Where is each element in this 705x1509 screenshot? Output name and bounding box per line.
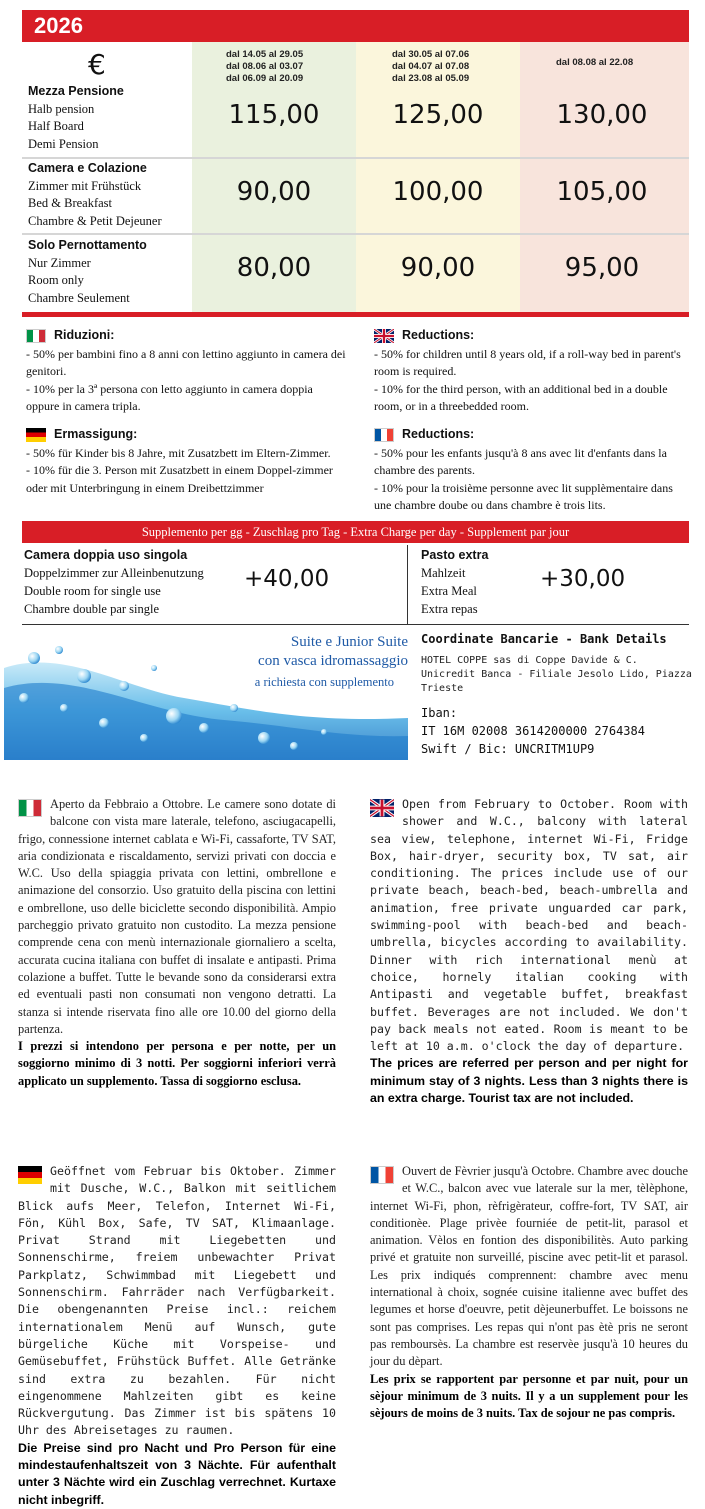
reductions-it xyxy=(26,327,346,416)
season-date: dal 23.08 al 05.09 xyxy=(392,73,470,84)
suite-subtitle: con vasca idromassaggio xyxy=(258,653,408,669)
year-label: 2026 xyxy=(34,13,83,38)
row-title: Solo Pernottamento xyxy=(28,238,147,252)
season-date: dal 14.05 al 29.05 xyxy=(226,49,304,60)
description-terms: The prices are referred per person and per night for minimum stay of 3 nights. Less than 3 nights there is an extra charge. Tourist tax are not included. xyxy=(370,1056,688,1106)
row-divider xyxy=(22,157,689,159)
season-date: dal 06.09 al 20.09 xyxy=(226,73,304,84)
suite-title: Suite e Junior Suite xyxy=(290,634,408,650)
row-line: Half Board xyxy=(28,119,84,133)
iban-label: Iban: xyxy=(421,706,458,720)
supplement-line: Extra repas xyxy=(421,602,478,616)
row-line: Halb pension xyxy=(28,101,95,116)
description-it xyxy=(18,796,336,1090)
price-table xyxy=(22,42,689,314)
price-cell: 90,00 xyxy=(236,177,312,207)
season-date: dal 08.06 al 03.07 xyxy=(226,61,304,72)
suite-note: a richiesta con supplemento xyxy=(254,675,394,689)
description-terms: Les prix se rapportent par personne et par nuit, pour un sèjour minimum de 3 nuits. Il y a un supplement pour les sèjours de moins de 3 nuits. Tax de sojour ne pas compris. xyxy=(370,1371,688,1421)
price-cell: 100,00 xyxy=(392,177,484,207)
reductions-fr xyxy=(374,426,690,515)
france-flag-icon xyxy=(370,1166,394,1184)
supplement-banner: Supplemento per gg - Zuschlag pro Tag - Extra Charge per day - Supplement par jour xyxy=(22,521,689,543)
iban-value: IT 16M 02008 3614200000 2764384 xyxy=(421,724,645,738)
table-bottom-rule xyxy=(22,312,689,317)
supplement-line: Doppelzimmer zur Alleinbenutzung xyxy=(24,566,204,580)
row-line: Nur Zimmer xyxy=(28,255,91,270)
reduction-line: - 50% for children until 8 years old, if a roll-way bed in parent's room is required. xyxy=(374,346,681,378)
row-line: Bed & Breakfast xyxy=(28,196,113,210)
price-cell: 90,00 xyxy=(400,253,476,283)
row-title: Mezza Pensione xyxy=(28,84,124,98)
swift-value: Swift / Bic: UNCRITM1UP9 xyxy=(421,742,595,756)
year-banner xyxy=(22,10,689,42)
reduction-line: - 50% für Kinder bis 8 Jahre, mit Zusatzbett im Eltern-Zimmer. xyxy=(26,445,331,460)
reduction-line: - 10% für die 3. Person mit Zusatzbett in einem Doppel-zimmer oder mit Unterbringung in einem Dreibettzimmer xyxy=(26,463,333,495)
italy-flag-icon xyxy=(26,329,46,343)
price-cell: 105,00 xyxy=(556,177,648,207)
bank-title: Coordinate Bancarie - Bank Details xyxy=(421,632,667,646)
description-terms: I prezzi si intendono per persona e per notte, per un soggiorno minimo di 3 notti. Per soggiorni inferiori verrà applicato un supplemento. Tassa di soggiorno esclusa. xyxy=(18,1039,336,1088)
description-text: Open from February to October. Room with shower and W.C., balcony with lateral sea view, telephone, internet Wi-Fi, Fridge Box, hair-dryer, security box, TV sat, air conditioning. The prices include use of our private beach, beach-bed, beach-umbrella and animation, free private unguarded car park, swimming-pool with beach-bed and beach-umbrella, bicycles according to availability. Dinner with rich international menù at choice, hornely italian cooking with Antipasti and vegetable buffet, breakfast buffet. Beverages are not included. We don't pay back meals not eated. Room is meant to be left at 10 a.m. o'clock the day of departure. xyxy=(370,797,688,1054)
price-cell: 125,00 xyxy=(392,100,484,130)
row-label-half-board xyxy=(28,83,124,153)
bank-details xyxy=(421,628,701,758)
description-fr xyxy=(370,1163,688,1422)
italy-flag-icon xyxy=(18,799,42,817)
season-date: dal 08.08 al 22.08 xyxy=(556,57,634,68)
row-label-room-only xyxy=(28,237,147,307)
supplement-line: Chambre double par single xyxy=(24,602,160,616)
germany-flag-icon xyxy=(26,428,46,442)
description-text: Geöffnet vom Februar bis Oktober. Zimmer mit Dusche, W.C., Balkon mit seitlichem Blick aufs Meer, Telefon, Internet Wi-Fi, Fön, Kühl Box, Safe, TV SAT, Klimaanlage. Privat Strand mit Liegebetten und Sonnenschirme, freiem unbewachter Privat Parkplatz, Schwimmbad mit Liegebett und Sonnenschirm. Fahrräder nach Verfügbarkeit. Die obengenannten Preise incl.: reichem internationalem Menü auf Wunsch, gute bürgeliche Küche mit Vorspeise- und Gemüsebuffet, Frühstück Buffet. Alle Getränke sind extra zu bezahlen. Für nicht eingenommene Mahlzeiten gibt es keine Rückvergutung. Das Zimmer ist bis spätens 10 Uhr des Abreisetages zu raumen. xyxy=(18,1164,336,1438)
row-line: Zimmer mit Frühstück xyxy=(28,178,142,193)
price-cell: 130,00 xyxy=(556,100,648,130)
price-cell: 95,00 xyxy=(564,253,640,283)
bank-branch: Unicredit Banca - Filiale Jesolo Lido, Piazza Trieste xyxy=(421,669,692,694)
suite-promo xyxy=(4,628,408,760)
supplement-extra-meal xyxy=(421,546,488,618)
season-dates-3 xyxy=(556,57,633,69)
germany-flag-icon xyxy=(18,1166,42,1184)
price-cell: 115,00 xyxy=(228,100,320,130)
supplement-price: +40,00 xyxy=(244,566,330,592)
supplement-line: Extra Meal xyxy=(421,584,477,598)
reductions-en xyxy=(374,327,690,416)
price-cell: 80,00 xyxy=(236,253,312,283)
currency-symbol: € xyxy=(88,48,106,81)
divider xyxy=(407,545,408,625)
supplement-title: Pasto extra xyxy=(421,548,489,562)
reductions-title: Riduzioni: xyxy=(54,328,115,342)
reductions-title: Ermassigung: xyxy=(54,427,138,441)
reduction-line: - 10% pour la troisième personne avec lit supplèmentaire dans une chambre doube ou dans chambre è trois lits. xyxy=(374,480,673,512)
row-label-bed-breakfast xyxy=(28,160,162,230)
reduction-line: - 10% for the third person, with an additional bed in a double room, or in a threebedded room. xyxy=(374,381,668,413)
reduction-line: - 50% pour les enfants jusqu'à 8 ans avec lit d'enfants dans la chambre des parents. xyxy=(374,445,667,477)
row-line: Chambre Seulement xyxy=(28,290,130,305)
reductions-title: Reductions: xyxy=(402,427,475,441)
description-text: Ouvert de Fèvrier jusqu'à Octobre. Chambre avec douche et W.C., balcon avec vue laterale sur la mer, tèlèphone, internet Wi-Fi, phon, rèfrigèrateur, coffre-fort, TV SAT, air conditionèe. Plage privèe fourniée de petit-lit, parasol et animation. Vèlos en fontion des disponibilitès. Auto parking privé et gratuite non surveillé, piscine avec petit-lit et parasol. Les prix indiqués comprennent: chambre avec menu international à choix, sognée cuisine italienne avec buffet des legumes et horse d'oeuvre, petit dèjeunerbuffet. Le boissons ne sont pas comprises. Les repas qui n'ont pas ètè pris ne seront pas remboursès. La chambre est reservèe jusqu'à 10 heures du jour du dèpart. xyxy=(370,1164,688,1369)
description-terms: Die Preise sind pro Nacht und Pro Person für eine mindestaufenhaltszeit von 3 Nächte. Für aufenthalt unter 3 Nächte wird ein Zuschlag verrechnet. Kurtaxe nicht inbegriff. xyxy=(18,1440,336,1507)
row-line: Chambre & Petit Dejeuner xyxy=(28,213,162,228)
row-line: Room only xyxy=(28,273,84,287)
description-de xyxy=(18,1163,336,1509)
uk-flag-icon xyxy=(374,329,394,343)
reductions-title: Reductions: xyxy=(402,328,475,342)
bank-holder: HOTEL COPPE sas di Coppe Davide & C. xyxy=(421,655,638,666)
france-flag-icon xyxy=(374,428,394,442)
divider xyxy=(22,624,689,625)
season-date: dal 30.05 al 07.06 xyxy=(392,49,470,60)
description-en xyxy=(370,796,688,1107)
supplement-price: +30,00 xyxy=(540,566,626,592)
supplement-line: Mahlzeit xyxy=(421,566,466,580)
season-dates-2 xyxy=(392,49,469,85)
supplement-title: Camera doppia uso singola xyxy=(24,548,188,562)
uk-flag-icon xyxy=(370,799,394,817)
reductions-de xyxy=(26,426,346,497)
reduction-line: - 10% per la 3ª persona con letto aggiunto in camera doppia oppure in camera tripla. xyxy=(26,381,313,413)
season-dates-1 xyxy=(226,49,303,85)
supplement-line: Double room for single use xyxy=(24,584,161,598)
season-date: dal 04.07 al 07.08 xyxy=(392,61,470,72)
row-line: Demi Pension xyxy=(28,136,99,151)
supplement-single-use xyxy=(24,546,204,618)
row-divider xyxy=(22,233,689,235)
reduction-line: - 50% per bambini fino a 8 anni con lettino aggiunto in camera dei genitori. xyxy=(26,346,346,378)
row-title: Camera e Colazione xyxy=(28,161,147,175)
description-text: Aperto da Febbraio a Ottobre. Le camere sono dotate di balcone con vista mare laterale, telefono, asciugacapelli, frigo, connessione internet cablata e Wi-Fi, cassaforte, TV SAT, aria condizionata e riscaldamento, servizi privati con doccia e W.C. Uso della spiaggia privata con lettini, ombrellone e animazione del consorzio. Uso gratuito della piscina con lettini e ombrellone, uso delle biciclette secondo disponibilità. Ampio parcheggio privato gratuito non custodito. La mezza pensione comprende cena con menù internazionale giornaliero a scelta, accurata cucina italiana con buffet di insalate e antipasti. Prima colazione a buffet. Tutte le bevande sono da considerarsi extra ed eventuali pasti non consumati non vengono detratti. La stanza si intende riservata fino alle ore 10.00 del giorno della partenza. xyxy=(18,797,336,1036)
